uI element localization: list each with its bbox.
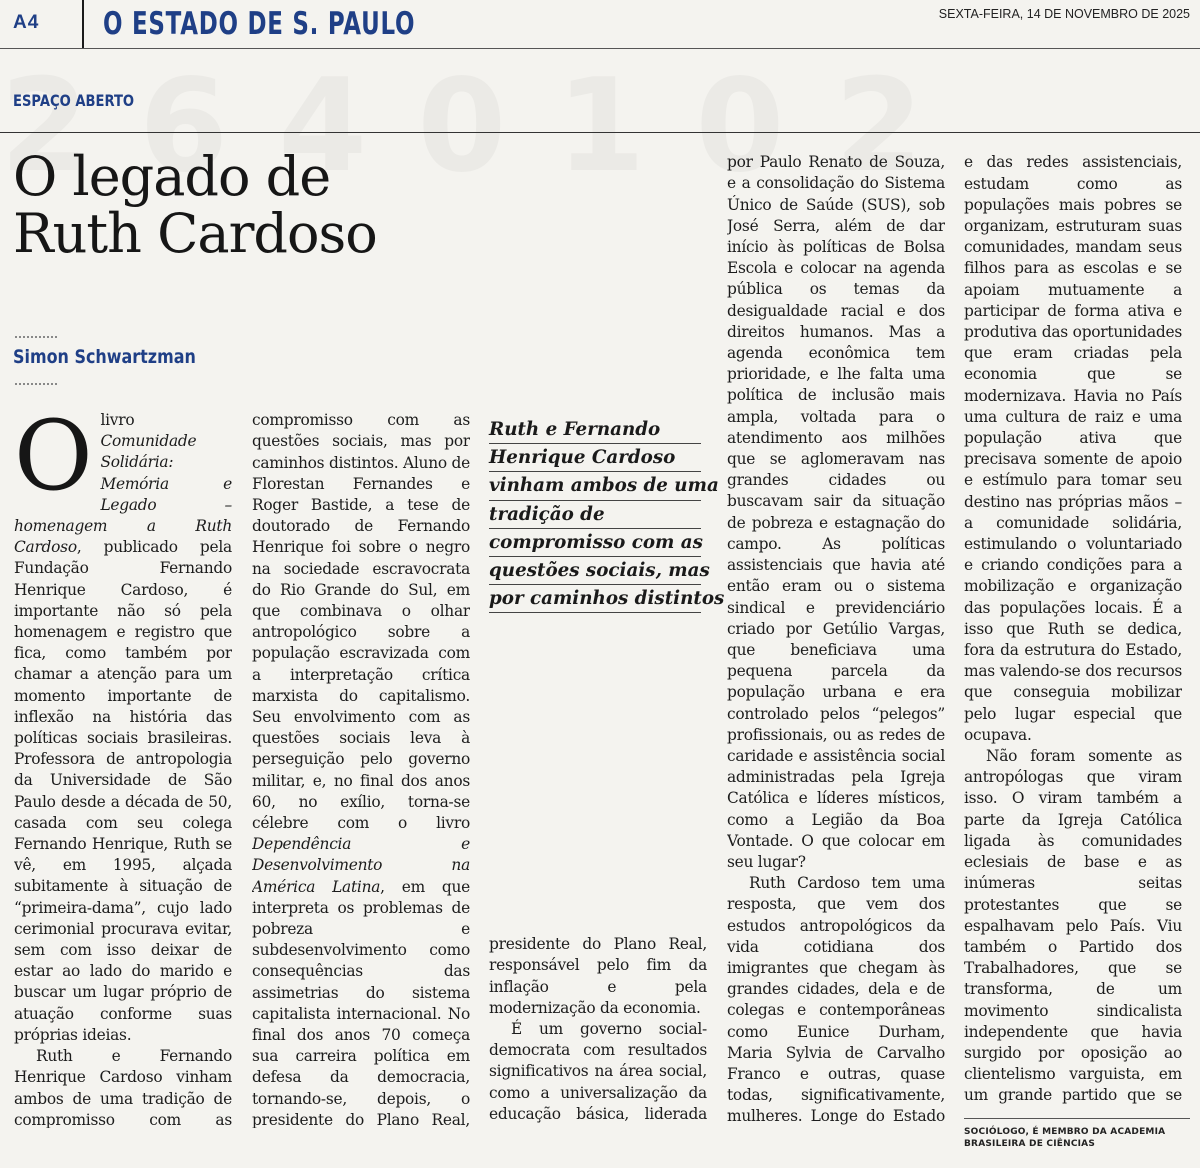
flow-continuation bbox=[252, 410, 470, 1128]
page-number: A4 bbox=[13, 12, 40, 33]
article-paragraph-4: Ruth Cardoso tem uma resposta, que vem dos estudos antropológicos da vida cotidiana dos imigrantes que chegam às grandes cidades, dela e de colegas e contemporâneas como Eunice Durham, Maria Sylvia de Carvalho Franco e outras, quase todas, significativamente, mulheres. Longe do Estado bbox=[727, 874, 945, 1126]
pull-quote-line: por caminhos distintos bbox=[489, 585, 701, 613]
pull-quote-line: Ruth e Fernando bbox=[489, 416, 701, 444]
author-byline: Simon Schwartzman bbox=[13, 346, 196, 368]
article-paragraph-2: presidente do Plano Real, responsável pelo fim da inflação e pela modernização da economia. bbox=[489, 935, 707, 1017]
article-paragraph-5: Não foram somente as antropólogas que viram isso. O viram também a parte da Igreja Católica ligada às comunidades eclesiais de base e as inúmeras seitas protestantes que se espalhavam pelo País. Viu também o Partido dos Trabalhadores, que se transforma, de um movimento sindicalista independente que havia surgido por oposição ao clientelismo varguista, em um grande partido que se bbox=[964, 747, 1182, 1105]
author-dotted-rule-top bbox=[15, 336, 57, 338]
pull-quote-line: compromisso com as bbox=[489, 529, 701, 557]
page-header bbox=[0, 0, 1200, 52]
section-rule bbox=[0, 132, 1200, 133]
flow-continuation bbox=[727, 152, 945, 1128]
paragraph-1-text: livro Comunidade Solidária: Memória e Legado – homenagem a Ruth Cardoso, publicado pela Fundação Fernando Henrique Cardoso, é importante não só pela homenagem e registro que fica, como também por chamar a atenção para um momento importante de inflexão na história das políticas sociais brasileiras. Professora de antropologia da Universidade de São Paulo desde a década de 50, casada com seu colega Fernando Henrique, Ruth se vê, em 1995, alçada subitamente à situação de “primeira-dama”, cujo lado cerimonial procurava evitar, sem com isso deixar de estar ao lado do marido e buscar um lugar próprio de atuação conforme suas próprias ideias. bbox=[14, 411, 232, 1044]
drop-cap: O bbox=[14, 410, 93, 512]
credit-rule bbox=[964, 1118, 1190, 1119]
flow-continuation bbox=[489, 934, 707, 1128]
text-column-5 bbox=[964, 152, 1182, 1107]
pull-quote bbox=[489, 416, 725, 613]
pull-quote-line: tradição de bbox=[489, 501, 701, 529]
newspaper-masthead: O ESTADO DE S. PAULO bbox=[103, 6, 416, 42]
text-column-3 bbox=[489, 934, 707, 1128]
header-divider bbox=[82, 0, 84, 48]
article-paragraph-1 bbox=[14, 410, 232, 1046]
text-column-1 bbox=[14, 410, 232, 1128]
article-paragraph-2: compromisso com as questões sociais, mas por caminhos distintos. Aluno de Florestan Fernandes e Roger Bastide, a tese de doutorado de Fernando Henrique foi sobre o negro na sociedade escravocrata do Rio Grande do Sul, em que combinava o olhar antropológico sobre a população escravizada com a interpretação crítica marxista do capitalismo. Seu envolvimento com as questões sociais leva à perseguição pelo governo militar, e, no final dos anos 60, no exílio, torna-se célebre com o livro Dependência e Desenvolvimento na América Latina, em que interpreta os problemas de pobreza e subdesenvolvimento como consequências das assimetrias do sistema capitalista internacional. No final dos anos 70 começa sua carreira política em defesa da democracia, tornando-se, depois, o presidente do Plano Real, bbox=[252, 411, 470, 1128]
pull-quote-line: vinham ambos de uma bbox=[489, 472, 701, 500]
header-rule bbox=[0, 48, 1200, 49]
flow-continuation bbox=[964, 152, 1182, 1107]
author-credit: SOCIÓLOGO, É MEMBRO DA ACADEMIA BRASILEIRA DE CIÊNCIAS bbox=[964, 1127, 1166, 1149]
flow-source bbox=[14, 410, 232, 1128]
publication-date: SEXTA-FEIRA, 14 DE NOVEMBRO DE 2025 bbox=[938, 7, 1190, 21]
pull-quote-line: questões sociais, mas bbox=[489, 557, 701, 585]
article-headline: O legado de Ruth Cardoso bbox=[13, 145, 377, 265]
text-column-2 bbox=[252, 410, 470, 1128]
article-paragraph-4: e das redes assistenciais, estudam como as populações mais pobres se organizam, estruturam suas comunidades, mandam seus filhos para as escolas e se apoiam mutuamente a participar de forma ativa e produtiva das oportunidades que eram criadas pela economia que se modernizava. Havia no País uma cultura de raiz e uma população ativa que precisava somente de apoio e estímulo para tomar seu destino nas próprias mãos – a comunidade solidária, estimulando o voluntariado e criando condições para a mobilização e organização das populações locais. É a isso que Ruth se dedica, fora da estrutura do Estado, mas valendo-se dos recursos que conseguia mobilizar pelo lugar especial que ocupava. bbox=[964, 153, 1182, 744]
author-dotted-rule-bottom bbox=[15, 383, 57, 385]
article-paragraph-3: por Paulo Renato de Souza, e a consolidação do Sistema Único de Saúde (SUS), sob José Serra, além de dar início às políticas de Bolsa Escola e colocar na agenda pública os temas da desigualdade racial e dos direitos humanos. Mas a agenda econômica tem prioridade, e lhe falta uma política de inclusão mais ampla, voltada para o atendimento aos milhões que se aglomeravam nas grandes cidades ou buscavam sair da situação de pobreza e estagnação do campo. As políticas assistenciais que havia até então eram ou o sistema sindical e previdenciário criado por Getúlio Vargas, que beneficiava uma pequena parcela da população urbana e era controlado pelos “pelegos” profissionais, ou as redes de caridade e assistência social administradas pela Igreja Católica e líderes místicos, como a Legião da Boa Vontade. O que colocar em seu lugar? bbox=[727, 153, 945, 871]
article-paragraph-3: É um governo social-democrata com resultados significativos na área social, como a universalização da educação básica, liderada bbox=[489, 1020, 707, 1123]
text-column-4 bbox=[727, 152, 945, 1128]
pull-quote-line: Henrique Cardoso bbox=[489, 444, 701, 472]
article-paragraph-2: Ruth e Fernando Henrique Cardoso vinham ambos de uma tradição de compromisso com as bbox=[14, 1047, 232, 1128]
section-label: ESPAÇO ABERTO bbox=[13, 91, 135, 110]
